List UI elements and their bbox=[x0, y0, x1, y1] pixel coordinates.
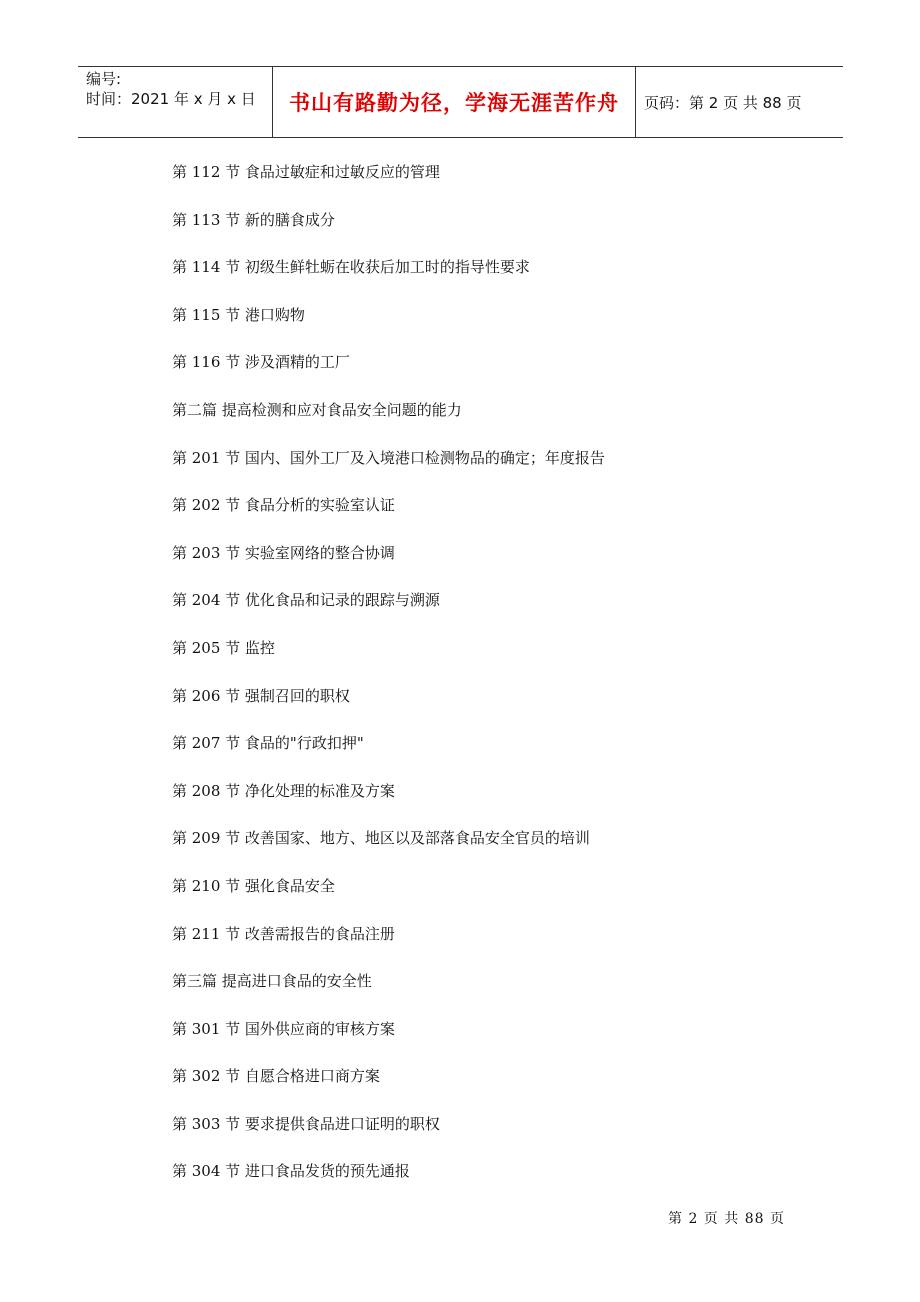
page-footer: 第 2 页 共 88 页 bbox=[668, 1211, 785, 1227]
header-page-cell bbox=[636, 67, 843, 137]
serial-number-label: 编号: bbox=[86, 70, 122, 88]
toc-item: 第 304 节 进口食品发货的预先通报 bbox=[172, 1162, 410, 1181]
toc-item: 第 203 节 实验室网络的整合协调 bbox=[172, 543, 395, 562]
toc-item: 第 207 节 食品的"行政扣押" bbox=[172, 734, 364, 753]
toc-part-heading: 第二篇 提高检测和应对食品安全问题的能力 bbox=[172, 400, 462, 419]
toc-item: 第 202 节 食品分析的实验室认证 bbox=[172, 496, 395, 515]
toc-item: 第 209 节 改善国家、地方、地区以及部落食品安全官员的培训 bbox=[172, 829, 590, 848]
time-label: 时间：2021 年 x 月 x 日 bbox=[86, 90, 256, 108]
toc-item: 第 115 节 港口购物 bbox=[172, 305, 305, 324]
toc-item: 第 112 节 食品过敏症和过敏反应的管理 bbox=[172, 163, 440, 181]
toc-item: 第 204 节 优化食品和记录的跟踪与溯源 bbox=[172, 591, 440, 610]
table-of-contents bbox=[172, 160, 832, 1207]
toc-item: 第 116 节 涉及酒精的工厂 bbox=[172, 353, 350, 372]
toc-item: 第 211 节 改善需报告的食品注册 bbox=[172, 924, 395, 943]
toc-item: 第 210 节 强化食品安全 bbox=[172, 876, 335, 895]
header-motto-cell bbox=[273, 67, 636, 137]
toc-part-heading: 第三篇 提高进口食品的安全性 bbox=[172, 972, 372, 991]
toc-item: 第 206 节 强制召回的职权 bbox=[172, 686, 350, 705]
motto-text: 书山有路勤为径，学海无涯苦作舟 bbox=[289, 91, 619, 115]
header-page-info: 页码：第 2 页 共 88 页 bbox=[644, 93, 802, 112]
toc-item: 第 113 节 新的膳食成分 bbox=[172, 210, 335, 229]
toc-item: 第 201 节 国内、国外工厂及入境港口检测物品的确定；年度报告 bbox=[172, 448, 605, 467]
toc-item: 第 205 节 监控 bbox=[172, 638, 275, 657]
toc-item: 第 303 节 要求提供食品进口证明的职权 bbox=[172, 1114, 440, 1133]
header-meta-cell bbox=[78, 67, 273, 137]
toc-item: 第 114 节 初级生鲜牡蛎在收获后加工时的指导性要求 bbox=[172, 258, 530, 277]
toc-item: 第 301 节 国外供应商的审核方案 bbox=[172, 1019, 395, 1038]
page-header bbox=[78, 66, 843, 138]
toc-item: 第 208 节 净化处理的标准及方案 bbox=[172, 781, 395, 800]
toc-item: 第 302 节 自愿合格进口商方案 bbox=[172, 1067, 380, 1086]
